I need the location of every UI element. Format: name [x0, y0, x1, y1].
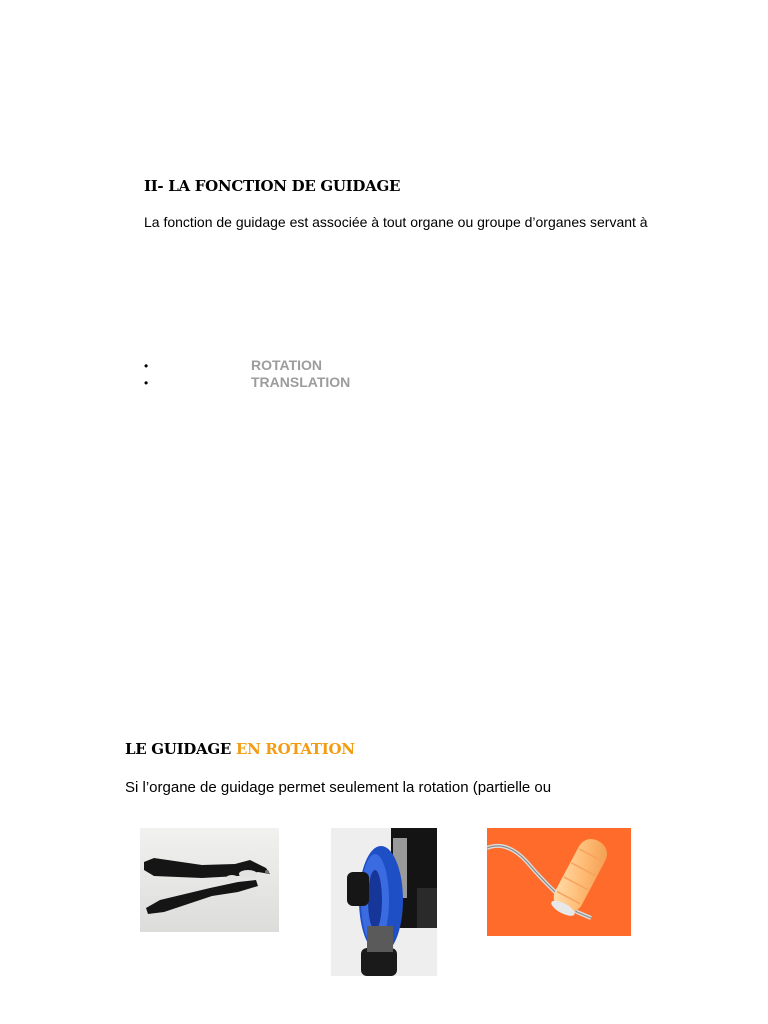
paint-roller-icon — [487, 828, 631, 936]
bullet-icon: • — [144, 359, 149, 373]
list-item — [144, 374, 351, 391]
subsection-title-accent: EN ROTATION — [235, 740, 355, 758]
bullet-label-translation: TRANSLATION — [251, 374, 351, 390]
subsection-title-part1: LE GUIDAGE — [125, 740, 231, 758]
pliers-icon — [140, 828, 279, 932]
paint-roller-photo — [487, 828, 631, 936]
bullet-icon: • — [144, 376, 149, 390]
bullet-list — [144, 357, 351, 391]
bullet-label-rotation: ROTATION — [251, 357, 323, 373]
pulley-icon — [331, 828, 437, 976]
nutcracker-pliers-photo — [140, 828, 279, 932]
subsection-intro: Si l’organe de guidage permet seulement la rotation (partielle ou — [125, 779, 552, 796]
subsection-title — [125, 740, 355, 758]
blue-pulley-photo — [331, 828, 437, 976]
list-item — [144, 357, 323, 374]
section-title: II- LA FONCTION DE GUIDAGE — [144, 177, 401, 195]
section-intro: La fonction de guidage est associée à tout organe ou groupe d’organes servant à — [144, 214, 648, 230]
